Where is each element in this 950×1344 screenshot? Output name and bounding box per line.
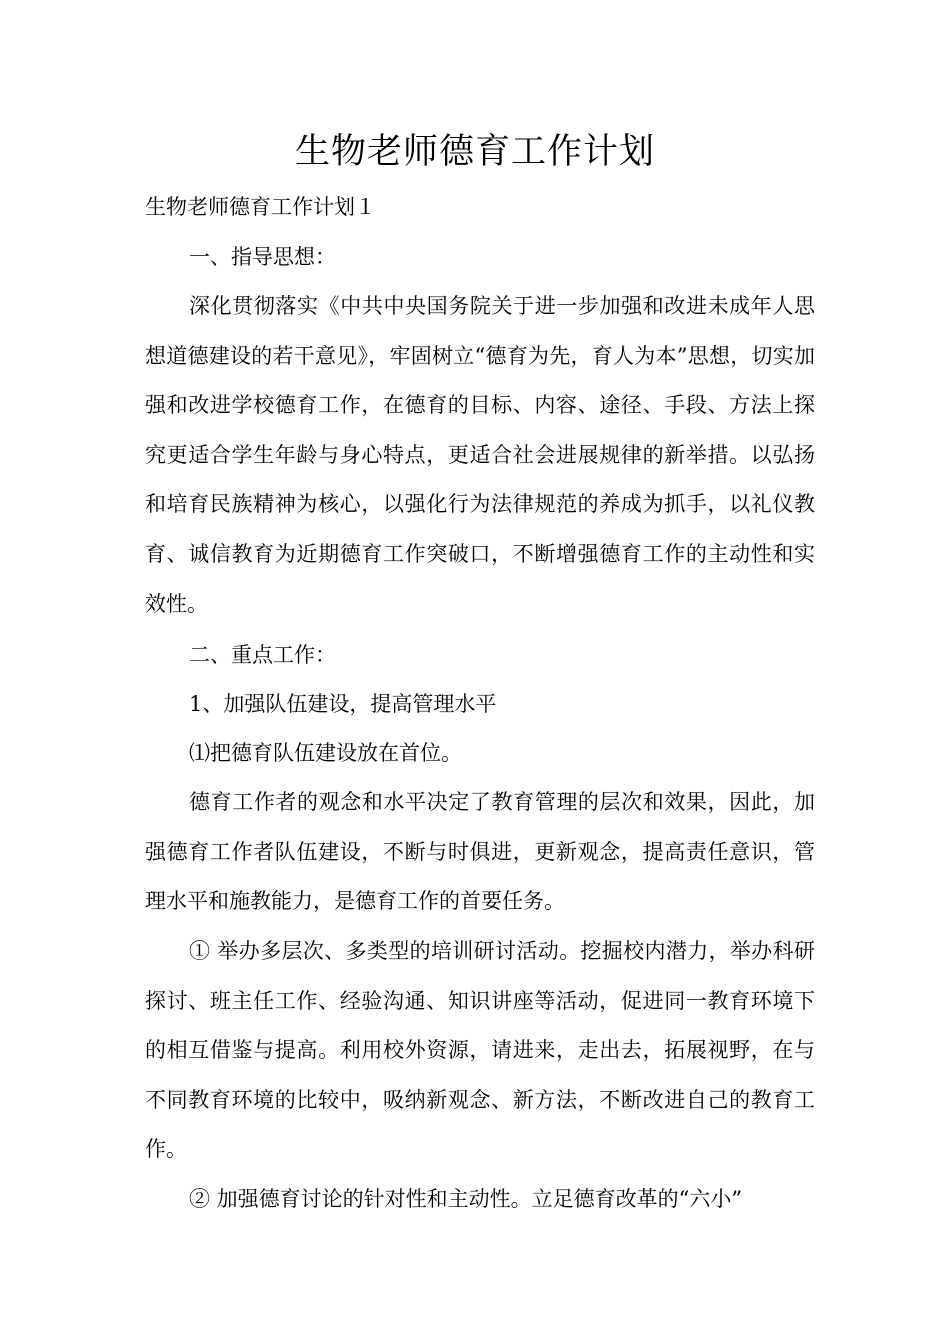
document-subtitle: 生物老师德育工作计划１ [145, 195, 376, 219]
paragraph-training-activities: ① 举办多层次、多类型的培训研讨活动。挖掘校内潜力，举办科研探讨、班主任工作、经验沟通、知识讲座等活动，促进同一教育环境下的相互借鉴与提高。利用校外资源，请进来，走出去，拓展视野，在与不同教育环境的比较中，吸纳新观念、新方法，不断改进自己的教育工作。 [145, 939, 815, 1162]
section-heading-guiding-thought: 一、指导思想： [189, 245, 336, 269]
list-item-team-building: 1、加强队伍建设，提高管理水平 [189, 692, 497, 716]
paragraph-team-building: 德育工作者的观念和水平决定了教育管理的层次和效果，因此，加强德育工作者队伍建设，不断与时俱进，更新观念，提高责任意识，管理水平和施教能力，是德育工作的首要任务。 [145, 790, 815, 914]
document-title: 生物老师德育工作计划 [294, 132, 655, 172]
section-heading-key-work: 二、重点工作： [189, 643, 336, 667]
paragraph-research-focus: ② 加强德育讨论的针对性和主动性。立足德育改革的“六小” [189, 1187, 743, 1211]
sub-item-team-priority: ⑴把德育队伍建设放在首位。 [189, 741, 462, 765]
paragraph-guiding-thought: 深化贯彻落实《中共中央国务院关于进一步加强和改进未成年人思想道德建设的若干意见》，牢固树立“德育为先，育人为本”思想，切实加强和改进学校德育工作，在德育的目标、内容、途径、手段、方法上探究更适合学生年龄与身心特点，更适合社会进展规律的新举措。以弘扬和培育民族精神为核心，以强化行为法律规范的养成为抓手，以礼仪教育、诚信教育为近期德育工作突破口，不断增强德育工作的主动性和实效性。 [145, 294, 815, 616]
